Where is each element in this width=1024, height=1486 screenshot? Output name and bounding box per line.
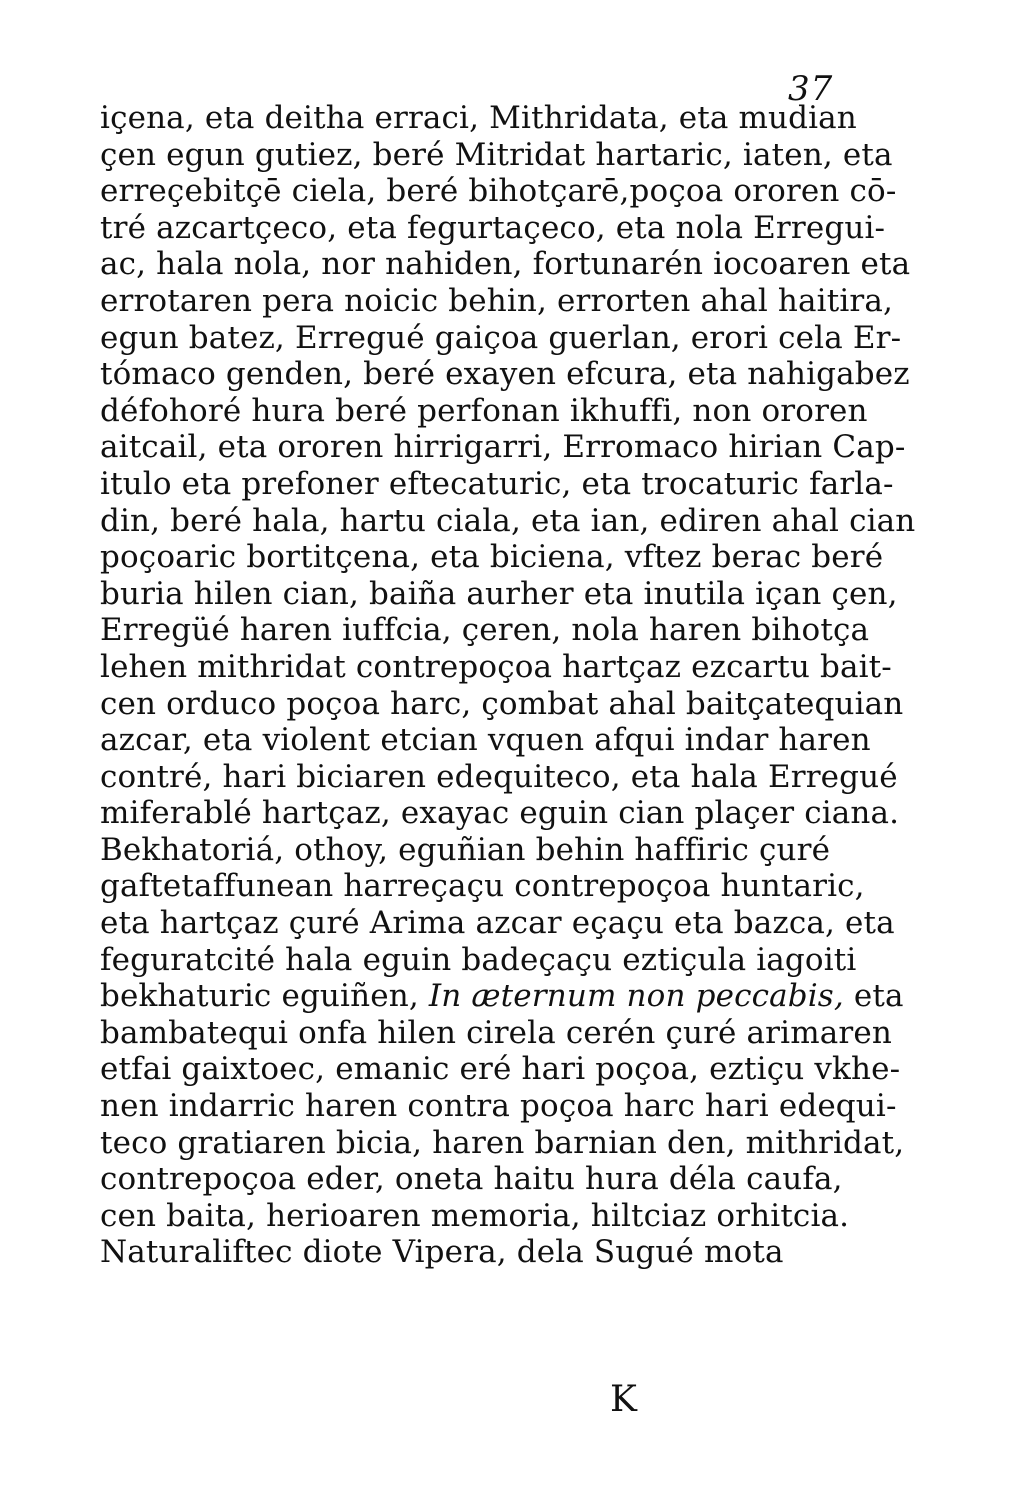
text-line: içena, eta deitha erraci, Mithridata, eta mudian bbox=[100, 100, 857, 136]
text-line: défohoré hura beré perfonan ikhuffi, non ororen bbox=[100, 392, 868, 429]
text-line: Naturaliftec diote Vipera, dela Sugué mota bbox=[100, 1234, 784, 1271]
body-text bbox=[100, 100, 916, 1271]
text-line: teco gratiaren bicia, haren barnian den, mithridat, bbox=[100, 1124, 905, 1161]
text-line: poçoaric bortitçena, eta biciena, vftez berac beré bbox=[100, 539, 884, 576]
text-line: cen baita, herioaren memoria, hiltciaz orhitcia. bbox=[100, 1197, 850, 1234]
text-line: ac, hala nola, nor nahiden, fortunarén iocoaren eta bbox=[100, 246, 911, 283]
text-line: etfai gaixtoec, emanic eré hari poçoa, eztiçu vkhe- bbox=[100, 1051, 901, 1088]
line-text: bekhaturic eguiñen, bbox=[100, 978, 419, 1015]
text-line: gaftetaffunean harreçaçu contrepoçoa huntaric, bbox=[100, 868, 865, 905]
text-line: aitcail, eta ororen hirrigarri, Erromaco hirian Cap- bbox=[100, 429, 906, 466]
text-line: eta hartçaz çuré Arima azcar eçaçu eta bazca, eta bbox=[100, 905, 895, 942]
text-line: errotaren pera noicic behin, errorten ahal haitira, bbox=[100, 282, 894, 319]
text-line: bambatequi onfa hilen cirela cerén çuré arimaren bbox=[100, 1014, 892, 1051]
page-number: 37 bbox=[788, 69, 834, 109]
text-line: egun batez, Erregué gaiçoa guerlan, erori cela Er- bbox=[100, 319, 902, 356]
text-line: tómaco genden, beré exayen efcura, eta nahigabez bbox=[100, 356, 910, 393]
text-line: çen egun gutiez, beré Mitridat hartaric, iaten, eta bbox=[100, 136, 893, 173]
text-line: itulo eta prefoner eftecaturic, eta trocaturic farla- bbox=[100, 465, 894, 502]
text-line: contré, hari biciaren edequiteco, eta hala Erregué bbox=[100, 758, 898, 795]
text-line: din, beré hala, hartu ciala, eta ian, ediren ahal cian bbox=[100, 502, 916, 539]
text-line: erreçebitçē ciela, beré bihotçarē,poçoa ororen cō- bbox=[100, 173, 897, 210]
text-line: lehen mithridat contrepoçoa hartçaz ezcartu bait- bbox=[100, 648, 892, 685]
text-line: feguratcité hala eguin badeçaçu eztiçula iagoiti bbox=[100, 941, 857, 978]
text-line: buria hilen cian, baiña aurher eta inutila içan çen, bbox=[100, 575, 898, 612]
text-line: azcar, eta violent etcian vquen afqui indar haren bbox=[100, 722, 871, 759]
text-line: miferablé hartçaz, exayac eguin cian plaçer ciana. bbox=[100, 795, 900, 832]
text-line: Bekhatoriá, othoy, eguñian behin haffiric çuré bbox=[100, 831, 831, 868]
line-text-end: eta bbox=[853, 978, 904, 1015]
text-line: Erregüé haren iuffcia, çeren, nola haren bihotça bbox=[100, 612, 870, 649]
text-line bbox=[100, 978, 904, 1015]
text-line: contrepoçoa eder, oneta haitu hura déla caufa, bbox=[100, 1161, 843, 1198]
text-line: nen indarric haren contra poçoa harc hari edequi- bbox=[100, 1088, 897, 1125]
text-line: tré azcartçeco, eta fegurtaçeco, eta nola Erregui- bbox=[100, 209, 886, 246]
signature-mark: K bbox=[610, 1379, 637, 1420]
latin-quote: In æternum non peccabis, bbox=[428, 978, 844, 1015]
text-line: cen orduco poçoa harc, çombat ahal baitçatequian bbox=[100, 685, 904, 722]
